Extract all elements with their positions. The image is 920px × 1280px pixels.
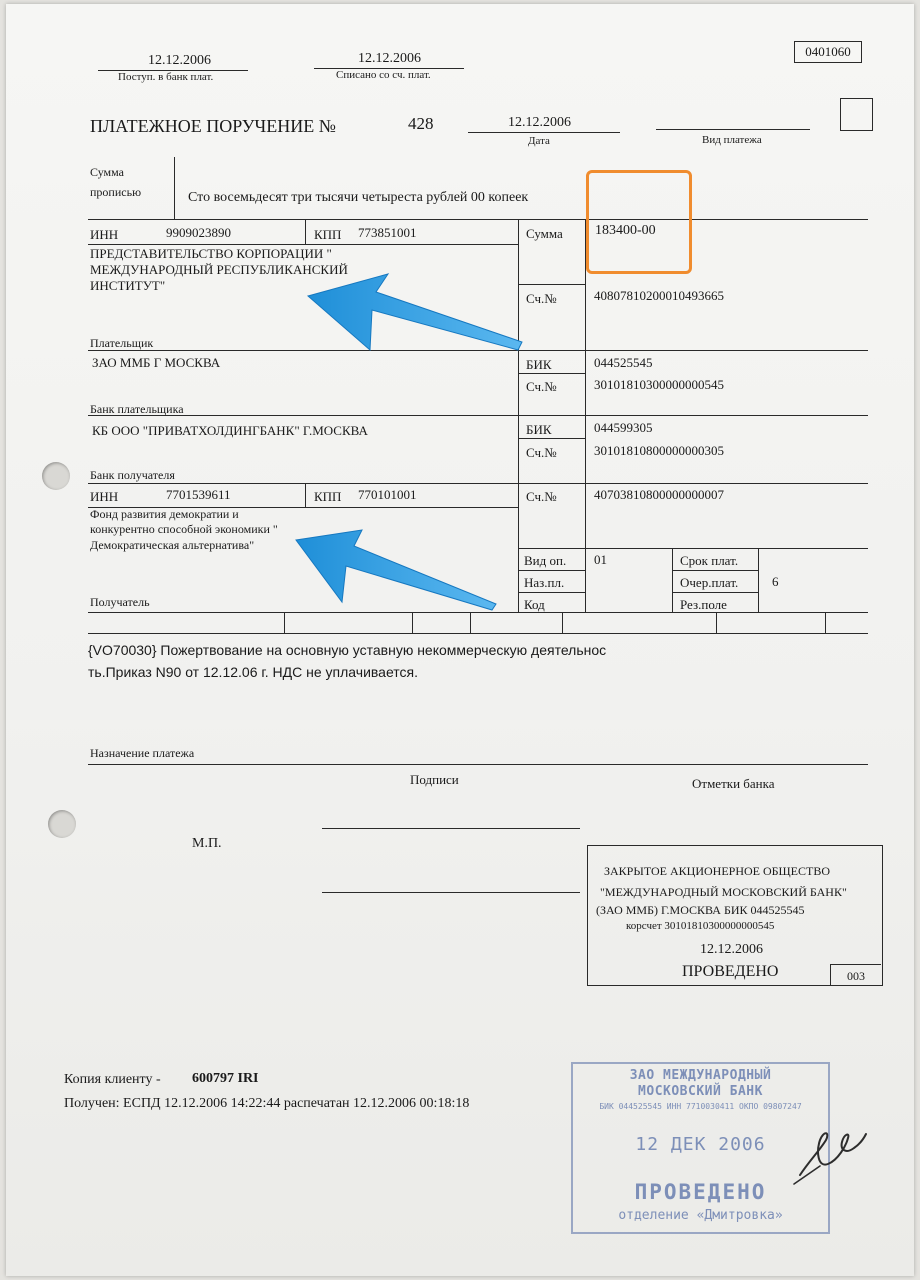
amount-label: Сумма [526, 226, 563, 241]
payer-name-2: МЕЖДУНАРОДНЫЙ РЕСПУБЛИКАНСКИЙ [90, 262, 348, 277]
signature-line-2 [322, 892, 580, 893]
purpose-line-1: {VO70030} Пожертвование на основную уставную некоммерческую деятельнос [88, 642, 607, 658]
stamp-line-3: БИК 044525545 ИНН 7710030411 ОКПО 09807247 [599, 1102, 802, 1111]
stamp-date: 12 ДЕК 2006 [635, 1134, 766, 1155]
arrow-payee-icon [290, 526, 505, 612]
stamp-branch: отделение «Дмитровка» [618, 1208, 783, 1223]
page-title: ПЛАТЕЖНОЕ ПОРУЧЕНИЕ № [90, 116, 336, 136]
amount-highlight-box [586, 170, 692, 274]
signature-line-1 [322, 828, 580, 829]
received-date: 12.12.2006 [148, 53, 211, 68]
payee-name-2: конкурентно способной экономики " [90, 522, 278, 536]
debited-label: Списано со сч. плат. [336, 69, 431, 81]
naz-pl-label: Наз.пл. [524, 575, 565, 590]
stamp-line-1: ЗАО МЕЖДУНАРОДНЫЙ [629, 1068, 772, 1083]
payer-label: Плательщик [90, 336, 154, 350]
payee-kpp: 770101001 [358, 487, 417, 502]
bank-box-line-4: корсчет 30101810300000000545 [626, 920, 775, 932]
payer-account-label: Сч.№ [526, 291, 557, 306]
amount-words-value: Сто восемьдесят три тысячи четыреста рублей 00 копеек [188, 190, 529, 205]
purpose-line-2: ть.Приказ N90 от 12.12.06 г. НДС не уплачивается. [88, 664, 419, 680]
arrow-payer-icon [300, 270, 540, 360]
bank-box-line-2: "МЕЖДУНАРОДНЫЙ МОСКОВСКИЙ БАНК" [600, 885, 847, 899]
bank-box-code: 003 [830, 964, 881, 985]
date-label: Дата [528, 135, 550, 147]
payment-type-box [840, 98, 873, 131]
payer-bank-account: 30101810300000000545 [594, 377, 724, 392]
stamp-status: ПРОВЕДЕНО [634, 1180, 767, 1204]
kod-label: Код [524, 597, 545, 612]
payer-bank-name: ЗАО ММБ Г МОСКВА [92, 355, 221, 370]
payee-bank-bik: 044599305 [594, 420, 653, 435]
payee-name-3: Демократическая альтернатива" [90, 538, 255, 552]
vid-op-label: Вид оп. [524, 553, 567, 568]
received-line: Получен: ЕСПД 12.12.2006 14:22:44 распечатан 12.12.2006 00:18:18 [64, 1096, 470, 1111]
payee-inn-label: ИНН [90, 489, 119, 504]
payee-name-1: Фонд развития демократии и [90, 507, 239, 521]
payer-name-3: ИНСТИТУТ" [90, 278, 166, 293]
payee-account-label: Сч.№ [526, 489, 557, 504]
payer-kpp: 773851001 [358, 225, 417, 240]
received-label: Поступ. в банк плат. [118, 71, 214, 83]
debited-date: 12.12.2006 [358, 51, 421, 66]
vid-op-value: 01 [594, 552, 607, 567]
payer-bank-bik: 044525545 [594, 355, 653, 370]
payer-bank-bik-label: БИК [526, 357, 552, 372]
payee-bank-label: Банк получателя [90, 468, 175, 482]
payee-bank-name: КБ ООО "ПРИВАТХОЛДИНГБАНК" Г.МОСКВА [92, 423, 368, 438]
payee-account: 40703810800000000007 [594, 487, 724, 502]
stamp-line-2: МОСКОВСКИЙ БАНК [638, 1084, 763, 1099]
bank-box-line-3: (ЗАО ММБ) Г.МОСКВА БИК 044525545 [596, 903, 805, 917]
payer-bank-label: Банк плательщика [90, 402, 184, 416]
punch-hole-lower [48, 810, 76, 838]
payee-kpp-label: КПП [314, 489, 342, 504]
payee-bank-account: 30101810800000000305 [594, 443, 724, 458]
purpose-label: Назначение платежа [90, 746, 195, 760]
ocher-label: Очер.плат. [680, 575, 739, 590]
payee-bank-bik-label: БИК [526, 422, 552, 437]
amount-words-label-1: Сумма [90, 165, 124, 179]
punch-hole-upper [42, 462, 70, 490]
bank-box-line-1: ЗАКРЫТОЕ АКЦИОНЕРНОЕ ОБЩЕСТВО [604, 864, 830, 878]
payer-inn: 9909023890 [166, 225, 231, 240]
handwritten-signature-icon [790, 1120, 870, 1190]
ocher-value: 6 [772, 574, 779, 589]
order-number: 428 [408, 114, 434, 133]
order-date: 12.12.2006 [508, 115, 571, 130]
signatures-label: Подписи [410, 772, 459, 787]
bank-marks-label: Отметки банка [692, 776, 775, 791]
payer-inn-label: ИНН [90, 227, 119, 242]
payee-bank-account-label: Сч.№ [526, 445, 557, 460]
payee-label: Получатель [90, 595, 150, 609]
mp-label: М.П. [192, 836, 222, 851]
payer-name-1: ПРЕДСТАВИТЕЛЬСТВО КОРПОРАЦИИ " [90, 246, 332, 261]
srok-label: Срок плат. [680, 553, 739, 568]
rez-label: Рез.поле [680, 597, 727, 612]
amount-value: 183400-00 [595, 223, 656, 238]
amount-words-label-2: прописью [90, 185, 142, 199]
bank-box-status: ПРОВЕДЕНО [682, 963, 779, 980]
payment-type-label: Вид платежа [702, 134, 762, 146]
payer-account: 40807810200010493665 [594, 288, 724, 303]
payer-bank-account-label: Сч.№ [526, 379, 557, 394]
copy-label: Копия клиенту - [64, 1072, 161, 1087]
form-code: 0401060 [794, 41, 862, 63]
payer-kpp-label: КПП [314, 227, 342, 242]
copy-value: 600797 IRI [192, 1071, 259, 1086]
bank-box-date: 12.12.2006 [700, 942, 763, 957]
payee-inn: 7701539611 [166, 487, 231, 502]
